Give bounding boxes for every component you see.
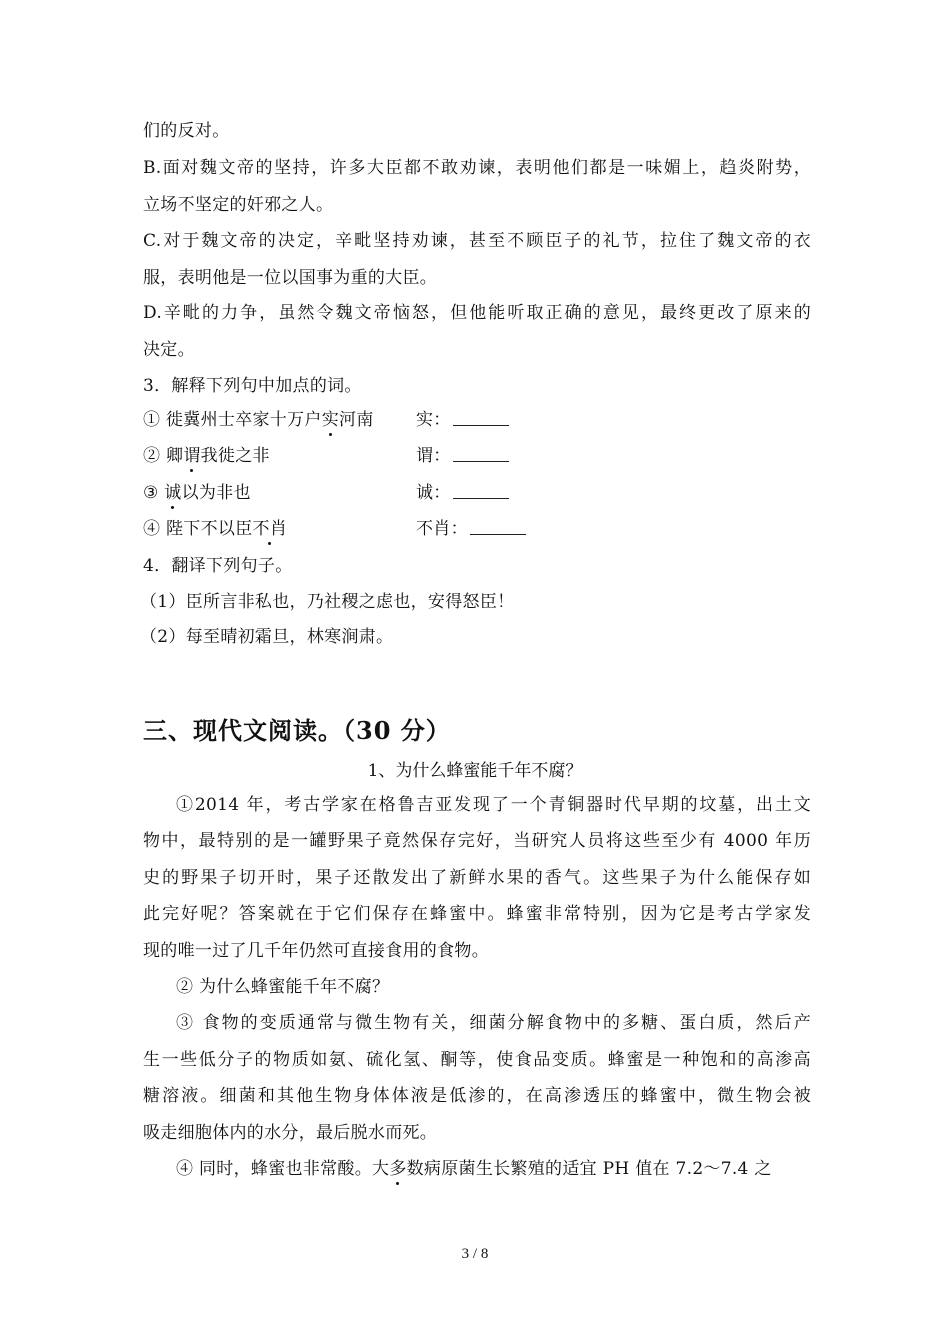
paragraph-line: 糖溶液。细菌和其他生物身体体液是低渗的，在高渗透压的蜂蜜中，微生物会被 <box>143 1086 811 1106</box>
option-b: B.面对魏文帝的坚持，许多大臣都不敢劝谏，表明他们都是一味媚上，趋炎附势， <box>143 158 811 178</box>
dotted-word: 实 <box>321 410 340 430</box>
paragraph-line: 物中，最特别的是一罐野果子竟然保存完好，当研究人员将这些至少有 4000 年历 <box>143 831 811 851</box>
page-number: 3 / 8 <box>461 1246 489 1262</box>
dotted-word: 诚 <box>164 483 182 503</box>
text-line: 决定。 <box>143 340 195 360</box>
paragraph-line: 史的野果子切开时，果子还散发出了新鲜水果的香气。这些果子为什么能保存如 <box>143 868 811 888</box>
dotted-word: 谓 <box>183 446 201 466</box>
paragraph-line: 现的唯一过了几千年仍然可直接食用的食物。 <box>143 941 489 961</box>
paragraph-line: 生一些低分子的物质如氨、硫化氢、酮等，使食品变质。蜂蜜是一种饱和的高渗高 <box>143 1050 811 1070</box>
answer-blank[interactable]: 不肖： <box>416 518 526 540</box>
paragraph-line: ④ 同时，蜂蜜也非常酸。大多数病原菌生长繁殖的适宜 PH 值在 7.2～7.4 之 <box>176 1159 772 1179</box>
section-heading: 三、现代文阅读。（30 分） <box>143 716 451 745</box>
sentence-1: （1）臣所言非私也，乃社稷之虑也，安得怒臣！ <box>140 592 515 612</box>
answer-blank[interactable]: 实： <box>416 409 509 431</box>
text-line: 们的反对。 <box>143 121 230 141</box>
q3-item: ① 徙冀州士卒家十万户实河南 实： <box>143 409 811 431</box>
dotted-word: 大多数 <box>372 1159 424 1179</box>
dotted-word: 不肖 <box>252 519 288 539</box>
text-line: 服，表明他是一位以国事为重的大臣。 <box>143 268 438 288</box>
paragraph-line: 吸走细胞体内的水分，最后脱水而死。 <box>143 1123 438 1143</box>
paragraph-line: ①2014 年，考古学家在格鲁吉亚发现了一个青铜器时代早期的坟墓，出土文 <box>176 795 811 815</box>
text-line: 立场不坚定的奸邪之人。 <box>143 195 334 215</box>
option-c: C.对于魏文帝的决定，辛毗坚持劝谏，甚至不顾臣子的礼节，拉住了魏文帝的衣 <box>143 231 811 251</box>
q3-item: ② 卿谓我徙之非 谓： <box>143 445 811 467</box>
q3-item: ③ 诚以为非也 诚： <box>143 482 811 504</box>
q3-item: ④ 陛下不以臣不肖 不肖： <box>143 518 811 540</box>
article-title: 1、为什么蜂蜜能千年不腐？ <box>367 761 583 781</box>
question-3: 3．解释下列句中加点的词。 <box>143 376 362 396</box>
sentence-2: （2）每至晴初霜旦，林寒涧肃。 <box>140 627 394 647</box>
paragraph-line: ② 为什么蜂蜜能千年不腐？ <box>176 977 390 997</box>
paragraph-line: 此完好呢？答案就在于它们保存在蜂蜜中。蜂蜜非常特别，因为它是考古学家发 <box>143 904 811 924</box>
paragraph-line: ③ 食物的变质通常与微生物有关，细菌分解食物中的多糖、蛋白质，然后产 <box>176 1013 811 1033</box>
question-4: 4．翻译下列句子。 <box>143 556 293 576</box>
answer-blank[interactable]: 谓： <box>416 445 509 467</box>
option-d: D.辛毗的力争，虽然令魏文帝恼怒，但他能听取正确的意见，最终更改了原来的 <box>143 303 811 323</box>
answer-blank[interactable]: 诚： <box>416 482 509 504</box>
